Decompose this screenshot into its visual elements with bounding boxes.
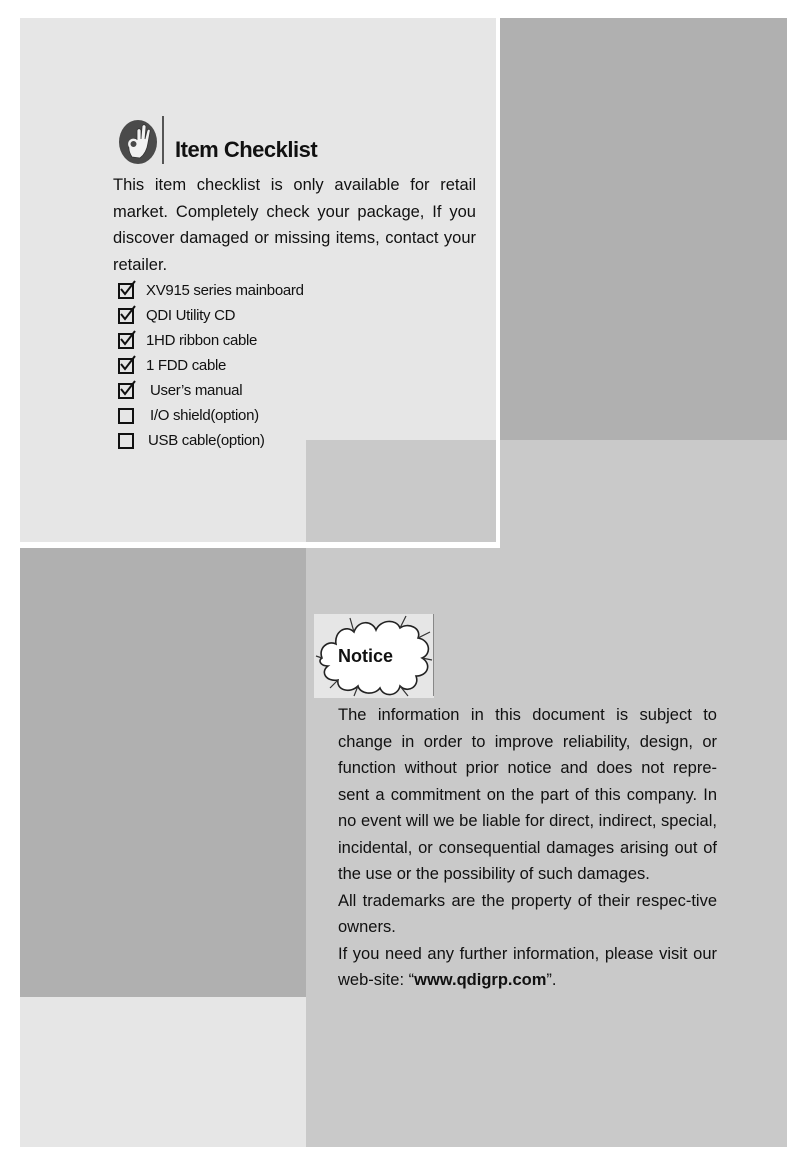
notice-text-prefix: If you need any further information, please visit our web-site: “: [338, 944, 717, 989]
notice-badge-label: Notice: [338, 646, 394, 666]
checklist-item-label: 1HD ribbon cable: [146, 332, 258, 349]
checklist-item: [118, 353, 304, 378]
notice-body: [338, 702, 717, 994]
checkbox-unchecked: [118, 433, 134, 449]
checkbox-checked: [118, 333, 134, 349]
website-link[interactable]: www.qdigrp.com: [414, 971, 547, 989]
decor-panel-bottom-left: [20, 548, 306, 997]
checklist-item-label: I/O shield(option): [150, 407, 259, 424]
divider-horizontal: [20, 542, 500, 548]
checklist-item-label: USB cable(option): [148, 432, 265, 449]
checklist-item: [118, 303, 304, 328]
checklist-items: [118, 278, 304, 453]
checklist-intro: This item checklist is only available for retail market. Completely check your package, If you discover damaged or missing items, contact your retailer.: [113, 176, 476, 274]
checklist-item: [118, 428, 304, 453]
checklist-item-label: User’s manual: [150, 382, 243, 399]
checklist-item-label: QDI Utility CD: [146, 307, 236, 324]
checklist-item-label: 1 FDD cable: [146, 357, 227, 374]
checkbox-checked: [118, 358, 134, 374]
checkbox-checked: [118, 283, 134, 299]
ok-hand-icon: [118, 117, 158, 165]
notice-paragraph: [338, 941, 717, 994]
decor-panel-bottom-left-light: [20, 997, 306, 1147]
checkbox-checked: [118, 308, 134, 324]
notice-text-suffix: ”.: [546, 971, 557, 989]
checklist-item: [118, 378, 304, 403]
checklist-title: Item Checklist: [175, 137, 318, 162]
checklist-item: [118, 278, 304, 303]
checkbox-unchecked: [118, 408, 134, 424]
notice-paragraph: The information in this document is subject to change in order to improve reliability, design, or function without prior notice and does not repre-sent a commitment on the part of this company. In no event will we be liable for direct, indirect, special, incidental, or consequential damages arising out of the use or the possibility of such damages.: [338, 706, 717, 883]
divider-vertical: [496, 18, 500, 548]
notice-paragraph: All trademarks are the property of their respec-tive owners.: [338, 891, 717, 936]
checkbox-checked: [118, 383, 134, 399]
title-rule: [162, 116, 164, 164]
decor-panel-top-right: [500, 18, 787, 440]
notice-rule: [433, 614, 434, 696]
notice-burst-icon: [314, 614, 434, 698]
checklist-item-label: XV915 series mainboard: [146, 282, 304, 299]
checklist-item: [118, 328, 304, 353]
checklist-item: [118, 403, 304, 428]
